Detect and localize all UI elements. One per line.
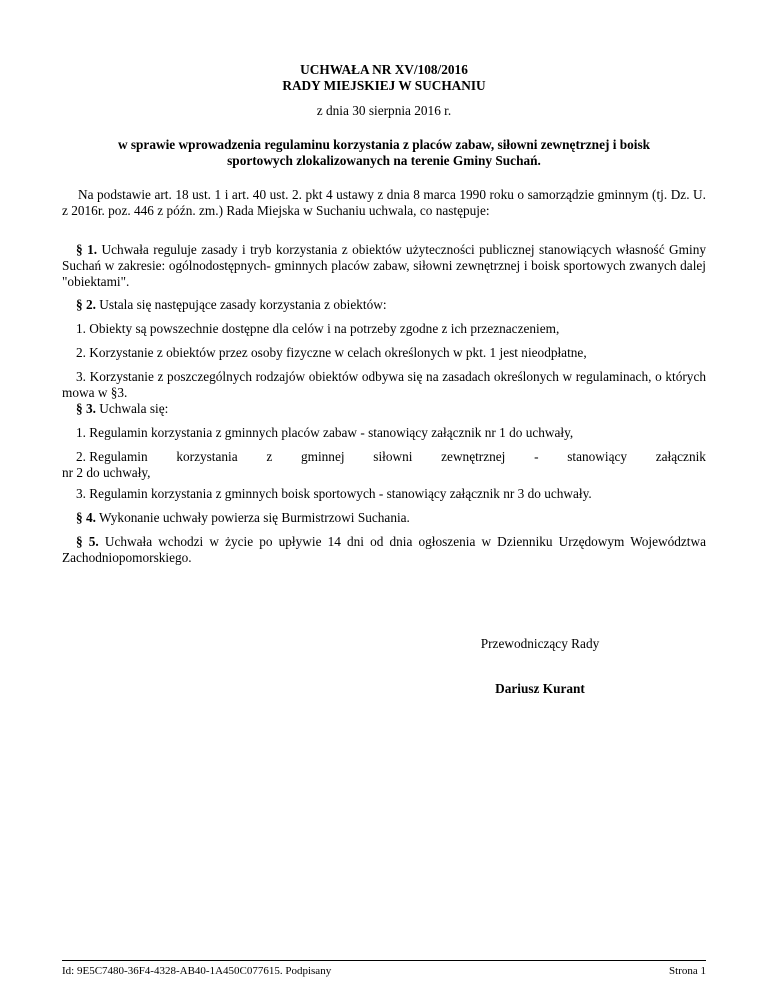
section-5-label: § 5.	[76, 534, 99, 549]
item-2-word: korzystania	[176, 449, 238, 464]
item-2-word: z	[266, 449, 273, 464]
section-4-text: Wykonanie uchwały powierza się Burmistrzowi Suchania.	[95, 510, 410, 525]
section-1-label: § 1.	[76, 242, 98, 257]
item-2-word: siłowni	[373, 449, 413, 464]
item-2-word: załącznik	[655, 449, 706, 464]
footer-document-id: Id: 9E5C7480-36F4-4328-AB40-1A450C077615. Podpisany	[62, 965, 332, 977]
section-1-paragraph	[62, 242, 706, 290]
preamble-paragraph: Na podstawie art. 18 ust. 1 i art. 40 ust. 2. pkt 4 ustawy z dnia 8 marca 1990 roku o samorządzie gminnym (tj. Dz. U. z 2016r. poz. 446 z późn. zm.) Rada Miejska w Suchaniu uchwala, co następuje:	[62, 187, 706, 218]
section-2-item-1: 1. Obiekty są powszechnie dostępne dla celów i na potrzeby zgodne z ich przeznaczeniem,	[76, 321, 560, 336]
title-line-2: RADY MIEJSKIEJ W SUCHANIU	[282, 78, 486, 93]
title-line-1: UCHWAŁA NR XV/108/2016	[300, 62, 468, 77]
section-3-item-3: 3. Regulamin korzystania z gminnych boisk sportowych - stanowiący załącznik nr 3 do uchwały.	[76, 486, 592, 501]
section-2-text: Ustala się następujące zasady korzystania z obiektów:	[95, 297, 387, 312]
item-2-word: stanowiący	[567, 449, 628, 464]
section-5-text: Uchwała wchodzi w życie po upływie 14 dni od dnia ogłoszenia w Dzienniku Urzędowym Województwa Zachodniopomorskiego.	[62, 534, 706, 565]
resolution-date: z dnia 30 sierpnia 2016 r.	[316, 103, 452, 118]
section-2-paragraph	[62, 297, 706, 313]
item-2-word: -	[534, 449, 539, 464]
section-4-label: § 4.	[76, 510, 96, 525]
footer-divider	[62, 960, 706, 961]
section-3-label: § 3.	[76, 401, 96, 416]
section-3-text: Uchwala się:	[95, 401, 169, 416]
section-3-item-1: 1. Regulamin korzystania z gminnych placów zabaw - stanowiący załącznik nr 1 do uchwały,	[76, 425, 574, 440]
section-3-item-2-line	[62, 449, 706, 465]
section-3-item-2	[62, 449, 706, 481]
section-3-item-2-continuation: nr 2 do uchwały,	[62, 465, 151, 480]
section-4-paragraph	[62, 510, 706, 526]
section-2-label: § 2.	[76, 297, 96, 312]
item-2-word: 2. Regulamin	[76, 449, 148, 464]
section-2-item-2: 2. Korzystanie z obiektów przez osoby fizyczne w celach określonych w pkt. 1 jest nieodpłatne,	[76, 345, 587, 360]
footer-page-number: Strona 1	[669, 965, 706, 977]
item-2-word: zewnętrznej	[441, 449, 506, 464]
section-2-item-3: 3. Korzystanie z poszczególnych rodzajów obiektów odbywa się na zasadach określonych w regulaminach, o których mowa w §3.	[62, 369, 706, 400]
resolution-subject	[62, 137, 706, 169]
section-3-paragraph	[62, 401, 706, 417]
section-1-text: Uchwała reguluje zasady i tryb korzystania z obiektów użyteczności publicznej stanowiących własność Gminy Suchań w zakresie: ogólnodostępnych- gminnych placów zabaw, siłowni zewnętrznej i boisk sportowych zwanych dalej "obiektami".	[62, 242, 706, 289]
signature-title: Przewodniczący Rady	[480, 636, 600, 651]
item-2-word: gminnej	[300, 449, 345, 464]
subject-line-1: w sprawie wprowadzenia regulaminu korzystania z placów zabaw, siłowni zewnętrznej i boisk	[117, 137, 651, 152]
subject-line-2: sportowych zlokalizowanych na terenie Gminy Suchań.	[227, 153, 541, 168]
section-5-paragraph	[62, 534, 706, 566]
resolution-title	[62, 62, 706, 94]
signature-name: Dariusz Kurant	[495, 681, 585, 696]
